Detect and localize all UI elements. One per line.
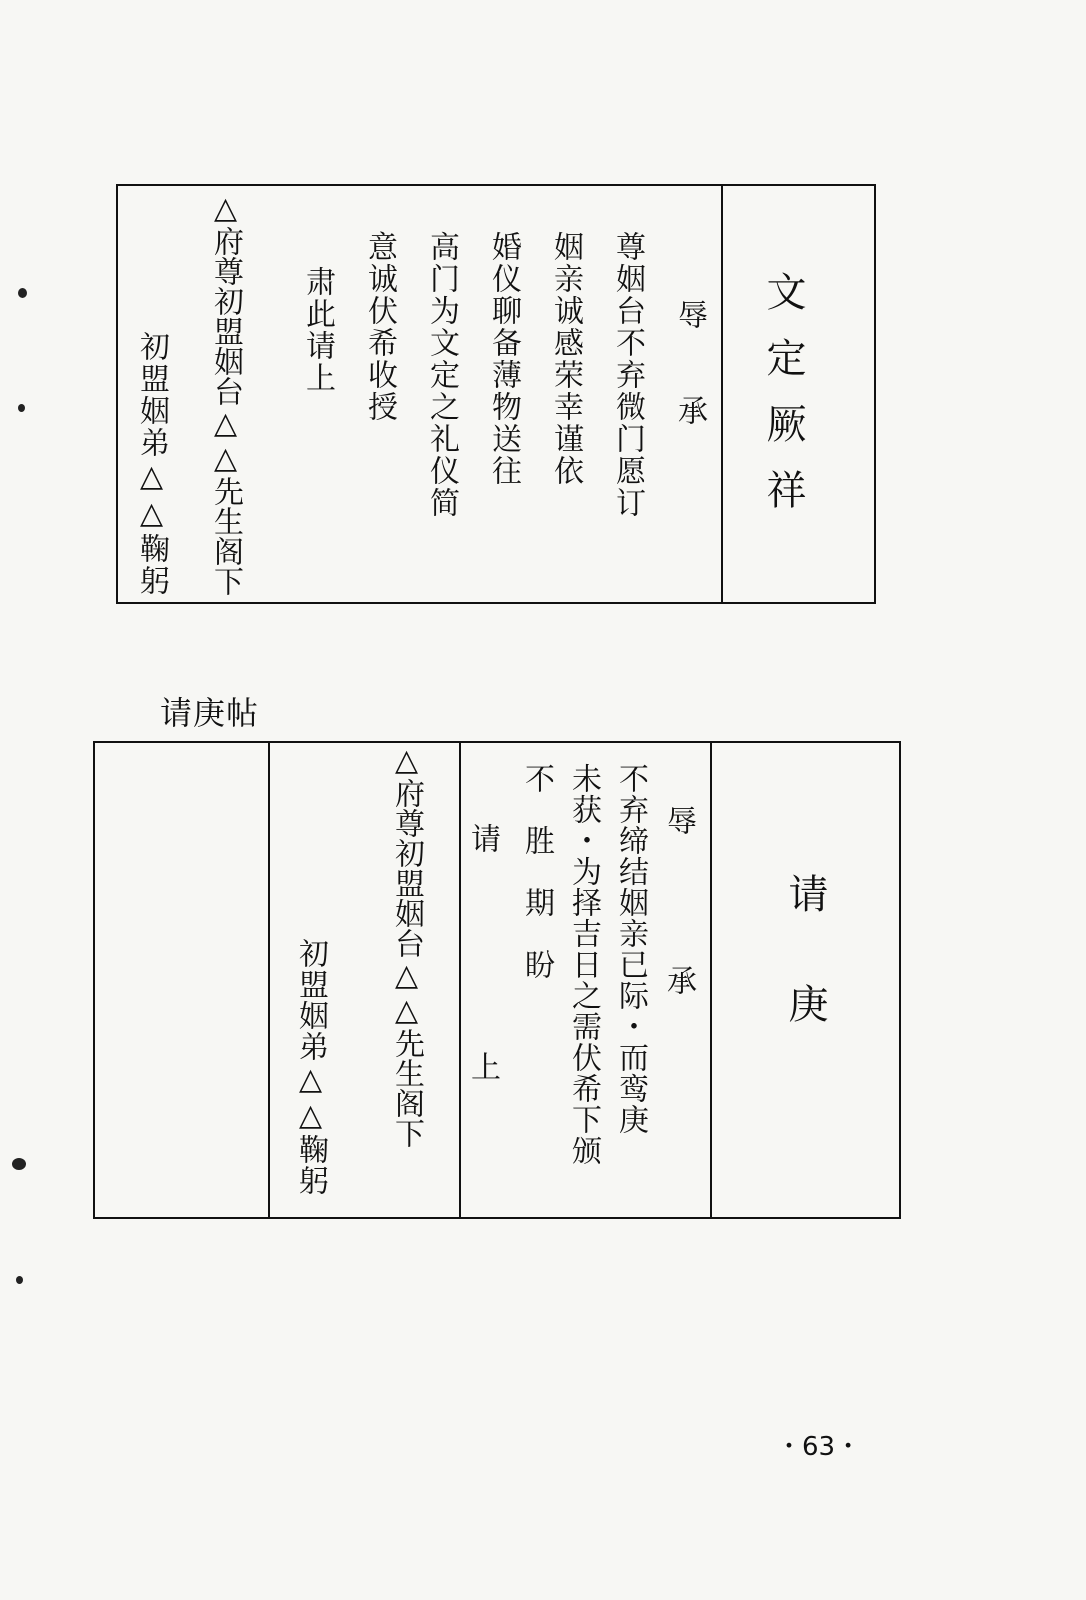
- text-column-2: 尊姻台不弃微门愿订: [610, 231, 645, 519]
- text-column-4: 婚仪聊备薄物送往: [486, 231, 521, 487]
- signature-column: 初盟姻弟△△鞠躬: [134, 331, 169, 597]
- text-column-5: 请 上: [465, 823, 500, 1165]
- card-divider: [721, 186, 723, 602]
- scan-speck: [16, 1276, 23, 1284]
- addressee-column: △府尊初盟姻台△△先生阁下: [208, 191, 243, 596]
- scan-speck: [12, 1158, 26, 1170]
- text-column-3: 姻亲诚感荣幸谨依: [548, 231, 583, 487]
- section-heading: 请庚帖: [160, 694, 260, 732]
- text-column-7: 肃此请上: [300, 266, 335, 394]
- card-title: 请庚: [782, 873, 828, 1093]
- text-column-1: 辱 承: [672, 299, 707, 443]
- text-column-2: 不弃缔结姻亲已际・而鸾庚: [613, 763, 648, 1135]
- addressee-column: △府尊初盟姻台△△先生阁下: [389, 743, 424, 1148]
- wending-card: [116, 184, 876, 604]
- scan-speck: [18, 404, 25, 412]
- card-divider: [459, 743, 461, 1217]
- text-column-3: 未获・为择吉日之需伏希下颁: [566, 763, 601, 1166]
- signature-column: 初盟姻弟△△鞠躬: [293, 938, 328, 1196]
- text-column-6: 意诚伏希收授: [362, 231, 397, 423]
- text-column-4: 不胜期盼: [519, 763, 554, 1011]
- text-column-5: 高门为文定之礼仪简: [424, 231, 459, 519]
- card-divider: [710, 743, 712, 1217]
- text-column-1: 辱 承: [661, 805, 696, 1005]
- qinggeng-card: [93, 741, 901, 1219]
- page-number: ・63・: [776, 1432, 862, 1462]
- card-title: 文定厥祥: [760, 271, 806, 535]
- card-divider: [268, 743, 270, 1217]
- scan-speck: [18, 288, 27, 298]
